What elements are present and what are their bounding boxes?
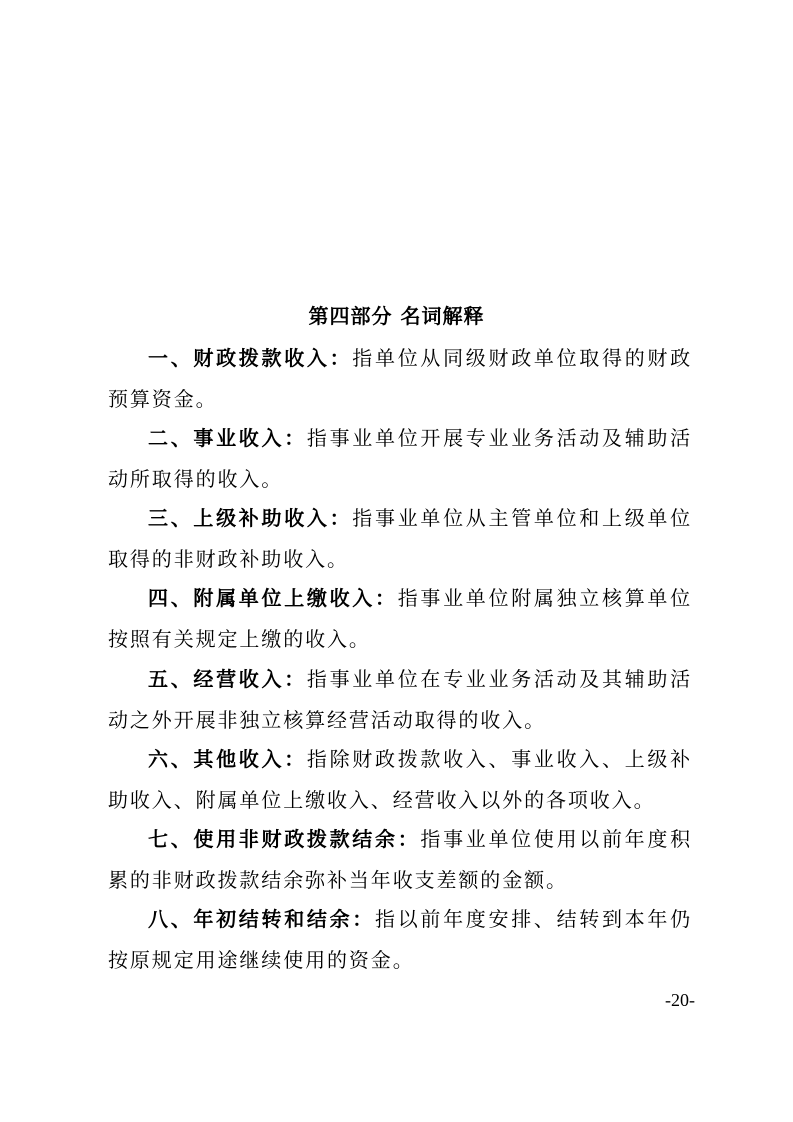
entry-definition: 指事业单位在专业业务活动及其辅助活动之外开展非独立核算经营活动取得的收入。 bbox=[108, 667, 692, 732]
entry-term: 八、年初结转和结余： bbox=[148, 907, 375, 931]
entry-definition: 指事业单位使用以前年度积累的非财政拨款结余弥补当年收支差额的金额。 bbox=[108, 827, 692, 892]
entry-term: 三、上级补助收入： bbox=[148, 506, 353, 530]
definition-entry-2 bbox=[108, 418, 692, 500]
entry-definition: 指事业单位从主管单位和上级单位取得的非财政补助收入。 bbox=[108, 506, 692, 571]
definition-entry-7 bbox=[108, 819, 692, 901]
entry-definition: 指单位从同级财政单位取得的财政预算资金。 bbox=[108, 346, 692, 411]
entry-definition: 指除财政拨款收入、事业收入、上级补助收入、附属单位上缴收入、经营收入以外的各项收入。 bbox=[108, 747, 692, 812]
definition-entry-4 bbox=[108, 578, 692, 660]
entry-term: 二、事业收入： bbox=[148, 426, 307, 450]
entry-term: 七、使用非财政拨款结余： bbox=[148, 827, 421, 851]
definition-entry-6 bbox=[108, 739, 692, 821]
entry-definition: 指以前年度安排、结转到本年仍按原规定用途继续使用的资金。 bbox=[108, 907, 692, 972]
definition-entry-5 bbox=[108, 659, 692, 741]
entry-definition: 指事业单位开展专业业务活动及辅助活动所取得的收入。 bbox=[108, 426, 692, 491]
page-title: 第四部分 名词解释 bbox=[308, 304, 485, 328]
definition-entry-1 bbox=[108, 338, 692, 420]
entry-term: 五、经营收入： bbox=[148, 667, 307, 691]
entry-term: 一、财政拨款收入： bbox=[148, 346, 353, 370]
definition-entry-3 bbox=[108, 498, 692, 580]
entry-term: 四、附属单位上缴收入： bbox=[148, 586, 398, 610]
entry-term: 六、其他收入： bbox=[148, 747, 307, 771]
page-number: -20- bbox=[665, 990, 695, 1010]
entry-definition: 指事业单位附属独立核算单位按照有关规定上缴的收入。 bbox=[108, 586, 692, 651]
definition-entry-8 bbox=[108, 899, 692, 981]
